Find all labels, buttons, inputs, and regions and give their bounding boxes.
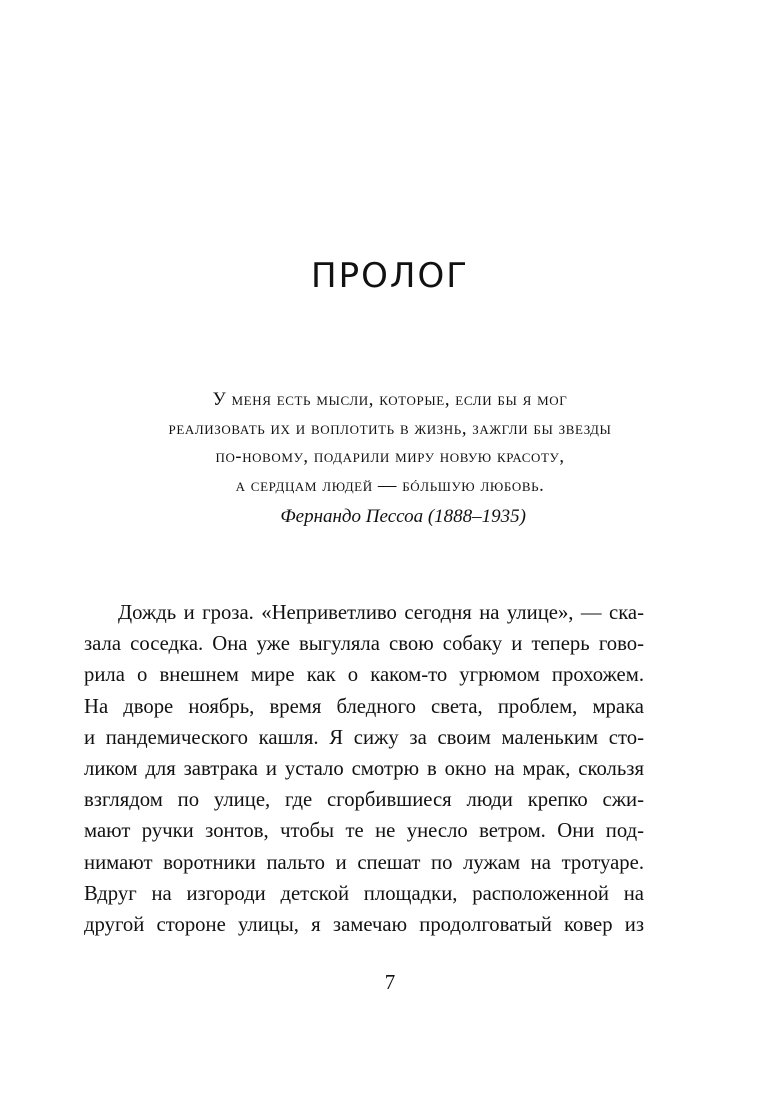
epigraph — [120, 386, 660, 500]
body-line: Вдруг на изгороди детской площадки, расположенной на — [84, 882, 644, 905]
epigraph-line: по-новому, подарили миру новую красоту, — [215, 447, 565, 467]
page-number: 7 — [384, 970, 396, 994]
epigraph-line: реализовать их и воплотить в жизнь, зажгли бы звезды — [168, 418, 612, 439]
body-line: нимают воротники пальто и спешат по лужам на тротуаре. — [84, 851, 644, 874]
epigraph-attribution: Фернандо Пессоа (1888–1935) — [280, 506, 526, 527]
epigraph-line: а сердцам людей — бóльшую любовь. — [235, 475, 545, 496]
body-line: рила о внешнем мире как о каком-то угрюмом прохожем. — [84, 664, 644, 687]
body-paragraph — [84, 598, 644, 941]
body-line: и пандемического кашля. Я сижу за своим маленьким сто- — [84, 726, 644, 749]
body-line: зала соседка. Она уже выгуляла свою собаку и теперь гово- — [84, 633, 644, 656]
body-line: ликом для завтрака и устало смотрю в окно на мрак, скользя — [84, 758, 644, 781]
body-line: другой стороне улицы, я замечаю продолговатый ковер из — [84, 914, 644, 937]
body-line: Дождь и гроза. «Неприветливо сегодня на улице», — ска- — [118, 602, 644, 624]
body-line: взглядом по улице, где сгорбившиеся люди крепко сжи- — [84, 789, 644, 812]
epigraph-line: У меня есть мысли, которые, если бы я мог — [212, 390, 568, 410]
body-line: мают ручки зонтов, чтобы те не унесло ветром. Они под- — [84, 820, 644, 843]
chapter-title: ПРОЛОГ — [311, 256, 469, 296]
body-line: На дворе ноябрь, время бледного света, проблем, мрака — [84, 695, 644, 718]
